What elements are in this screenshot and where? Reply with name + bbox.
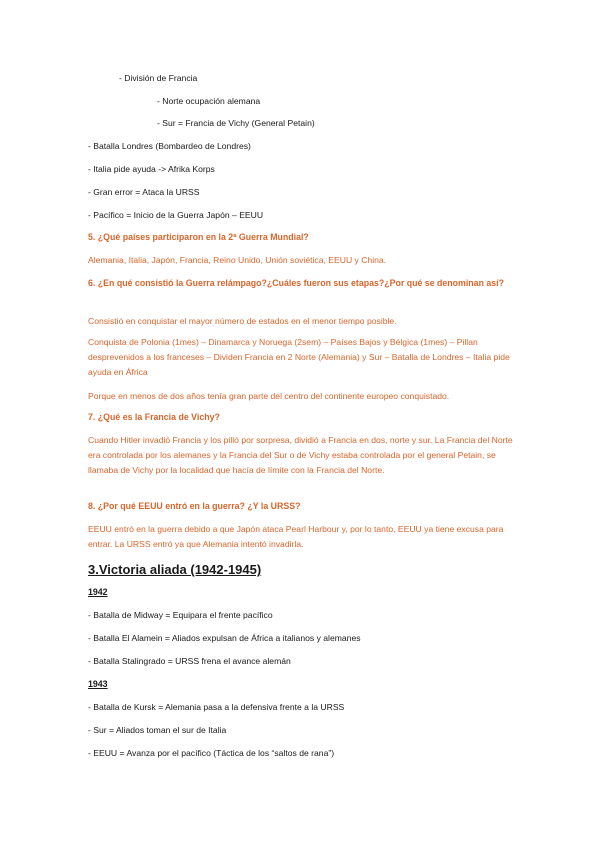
section-title: 3.Victoria aliada (1942-1945) (88, 562, 262, 577)
event-1942-midway: - Batalla de Midway = Equipara el frente pacífico (88, 610, 273, 620)
answer-8: EEUU entró en la guerra debido a que Japón ataca Pearl Harbour y, por lo tanto, EEUU ya tiene excusa para entrar. La URSS entró ya que Alemania intentó invadirla. (88, 524, 504, 549)
answer-6-reason: Porque en menos de dos años tenía gran parte del centro del continente europeo conquistado. (88, 391, 450, 401)
year-heading-1943: 1943 (88, 679, 108, 689)
answer-5: Alemania, Italia, Japón, Francia, Reino Unido, Unión soviética, EEUU y China. (88, 255, 387, 265)
year-heading-1942: 1942 (88, 587, 108, 597)
bullet-italia: - Italia pide ayuda -> Afrika Korps (88, 164, 215, 174)
bullet-norte: - Norte ocupación alemana (157, 96, 261, 106)
answer-7: Cuando Hitler invadió Francia y los pilló por sorpresa, dividió a Francia en dos, norte y sur. La Francia del Norte era controlada por los alemanes y la Francia del Sur o de Vichy estaba controlada por el general Petain, se llamaba de Vichy por la localidad que hacía de límite con la Francia del Norte. (88, 435, 513, 475)
answer-6-definition: Consistió en conquistar el mayor número de estados en el menor tiempo posible. (88, 316, 397, 326)
question-5: 5. ¿Qué países participaron en la 2ª Guerra Mundial? (88, 232, 309, 242)
event-1942-stalingrado: - Batalla Stalingrado = URSS frena el avance alemán (88, 656, 291, 666)
event-1943-eeuu: - EEUU = Avanza por el pacífico (Táctica de los “saltos de rana”) (88, 748, 335, 758)
answer-6-stages: Conquista de Polonia (1mes) – Dinamarca y Noruega (2sem) – Países Bajos y Bélgica (1mes) – Pillan desprevenidos a los franceses – Dividen Francia en 2 Norte (Alemania) y Sur – Batalla de Londres – Italia pide ayuda en África (88, 337, 510, 377)
bullet-sur: - Sur = Francia de Vichy (General Petain) (157, 118, 315, 128)
bullet-division-francia: - División de Francia (119, 73, 198, 83)
question-6: 6. ¿En qué consistió la Guerra relámpago?¿Cuáles fueron sus etapas?¿Por qué se denominan así? (88, 278, 504, 288)
event-1943-kursk: - Batalla de Kursk = Alemania pasa a la defensiva frente a la URSS (88, 702, 345, 712)
event-1943-sur: - Sur = Aliados toman el sur de Italia (88, 725, 227, 735)
bullet-pacifico: - Pacífico = Inicio de la Guerra Japón – EEUU (88, 210, 264, 220)
bullet-gran-error: - Gran error = Ataca la URSS (88, 187, 200, 197)
question-7: 7. ¿Qué es la Francia de Vichy? (88, 412, 220, 422)
bullet-batalla-londres: - Batalla Londres (Bombardeo de Londres) (88, 141, 251, 151)
question-8: 8. ¿Por qué EEUU entró en la guerra? ¿Y la URSS? (88, 501, 301, 511)
event-1942-alamein: - Batalla El Alamein = Aliados expulsan de África a italianos y alemanes (88, 633, 361, 643)
